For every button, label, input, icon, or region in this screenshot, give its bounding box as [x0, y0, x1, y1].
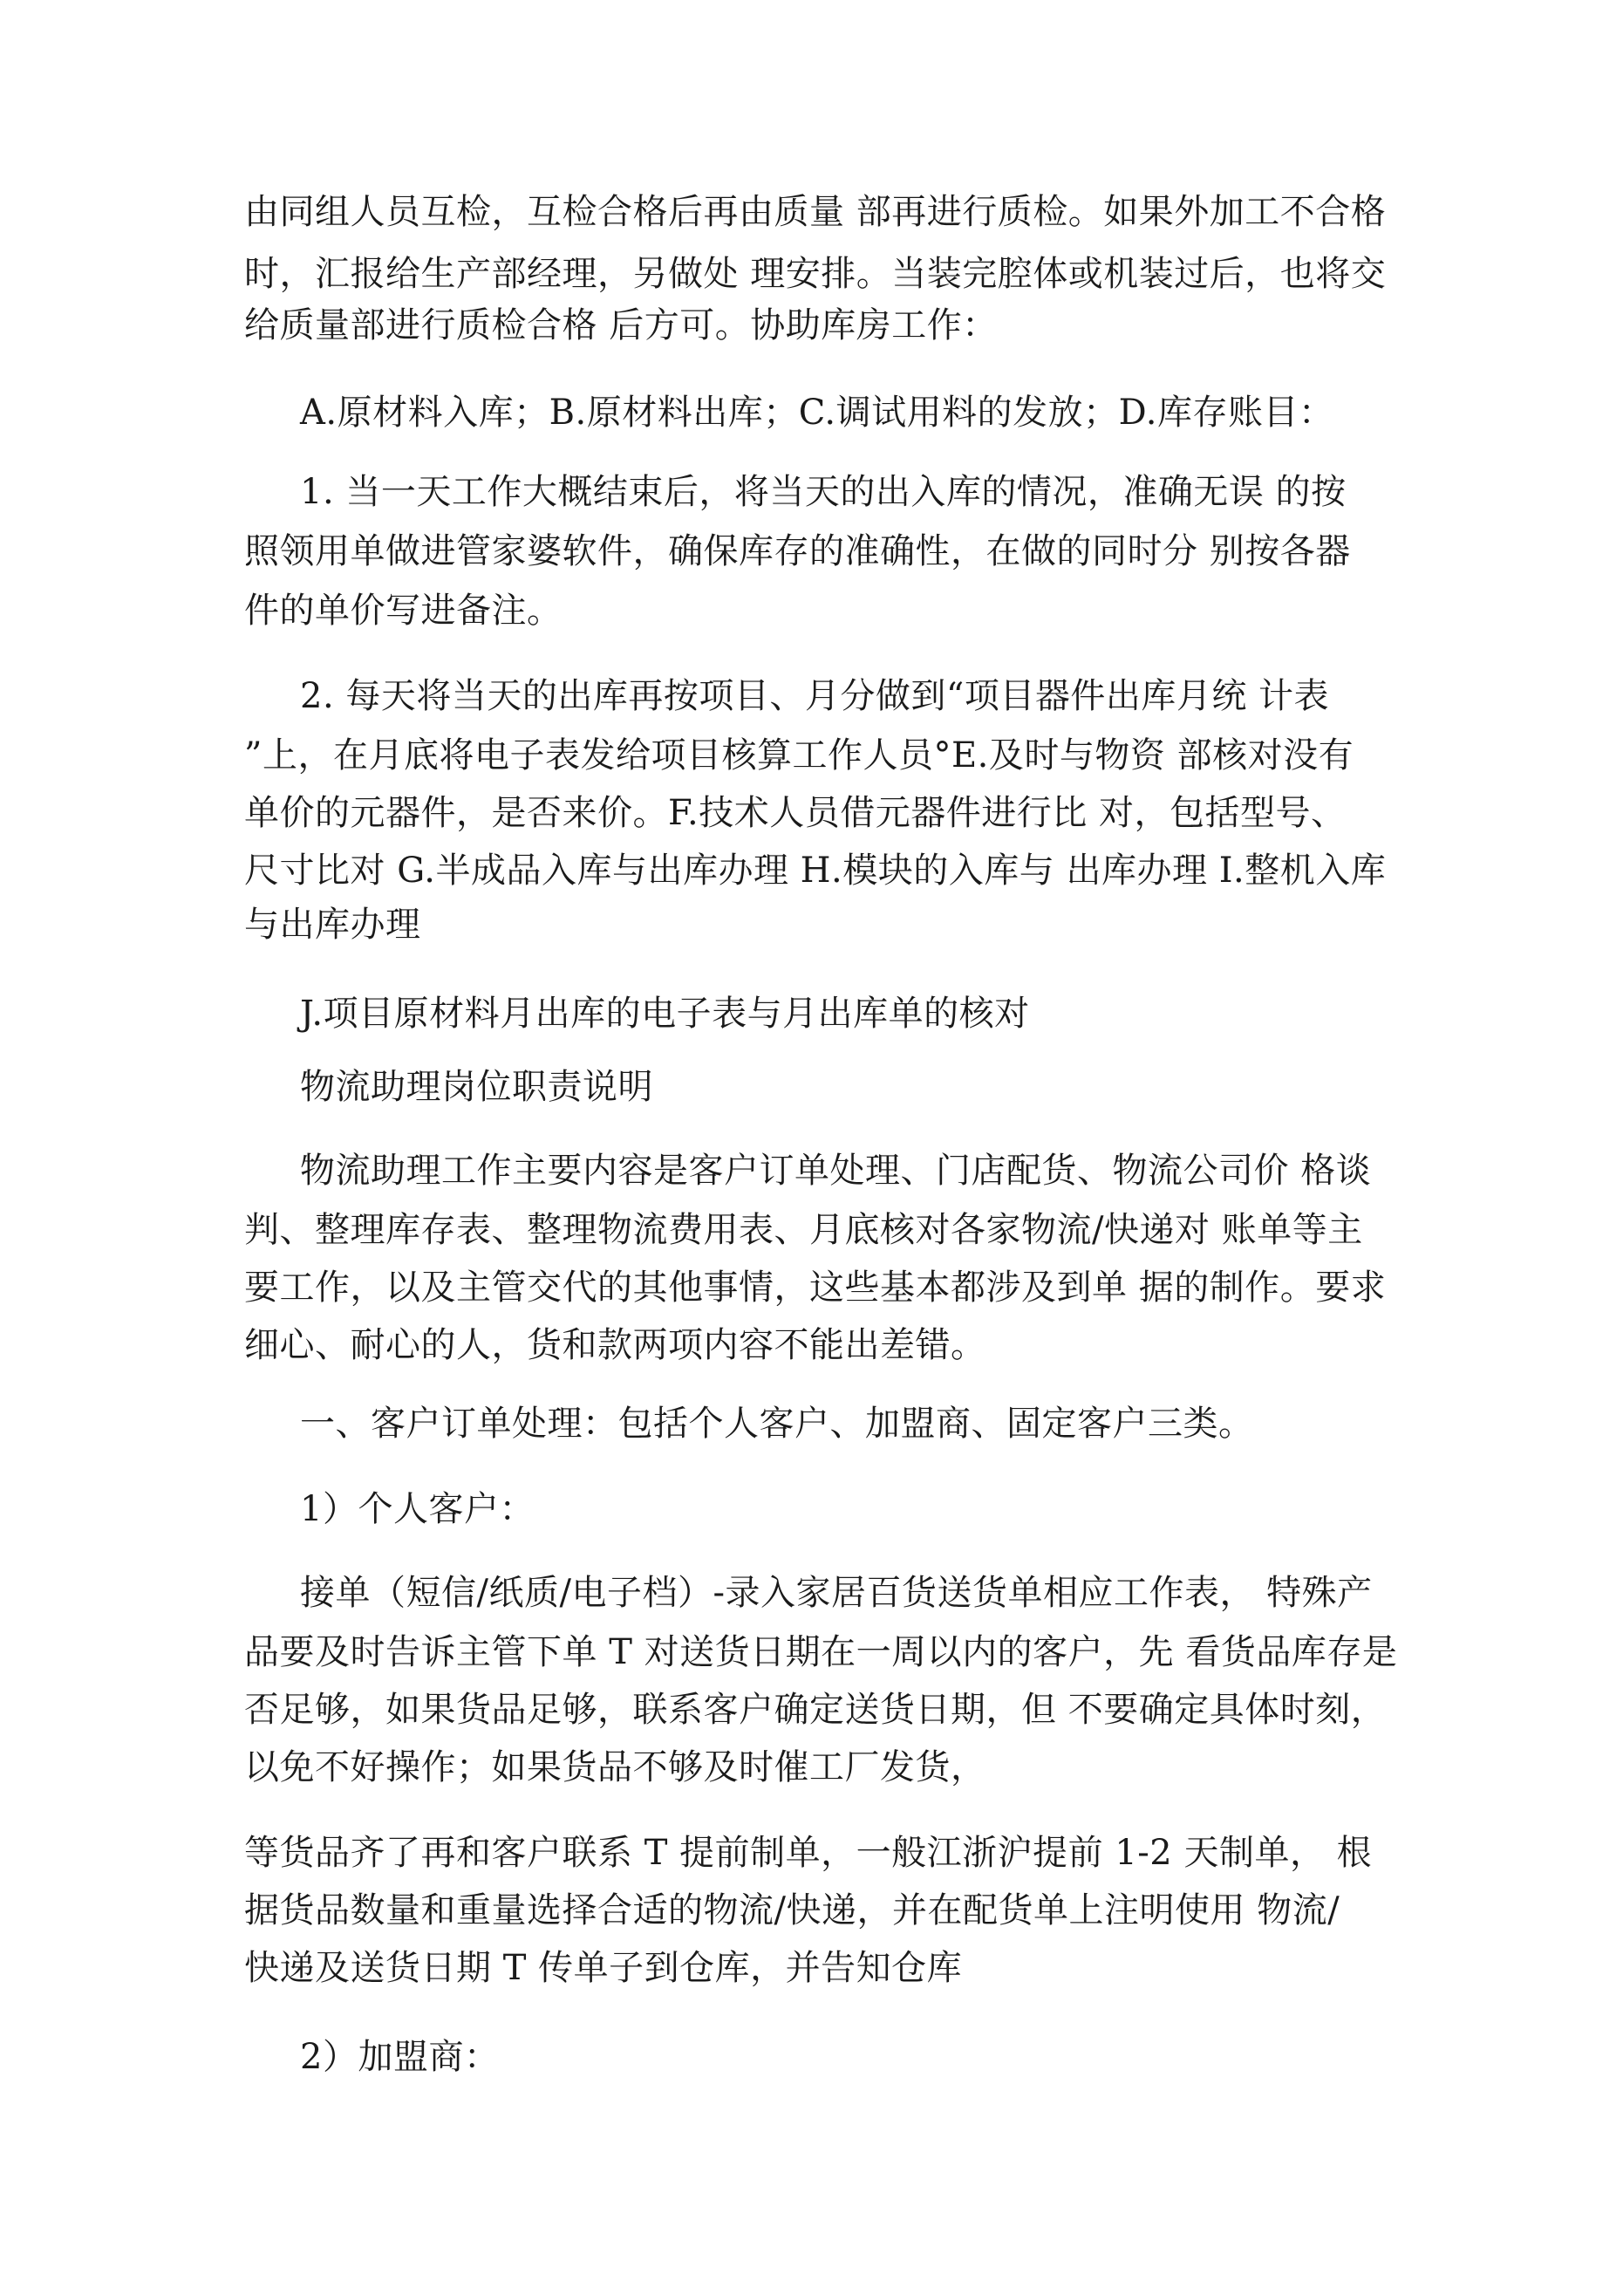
text-line-14: 物流助理岗位职责说明 [300, 1067, 653, 1107]
text-line-9: ”上，在月底将电子表发给项目核算工作人员°E.及时与物资 部核对没有 [244, 735, 1354, 776]
text-line-25: 等货品齐了再和客户联系 T 提前制单，一般江浙沪提前 1-2 天制单， 根 [244, 1833, 1373, 1873]
text-line-18: 细心、耐心的人，货和款两项内容不能出差错。 [244, 1325, 986, 1365]
text-line-16: 判、整理库存表、整理物流费用表、月底核对各家物流/快递对 账单等主 [244, 1210, 1363, 1250]
text-line-4: A.原材料入库；B.原材料出库；C.调试用料的发放；D.库存账目： [300, 393, 1334, 433]
text-line-22: 品要及时告诉主管下单 T 对送货日期在一周以内的客户，先 看货品库存是 [244, 1632, 1398, 1672]
text-line-7: 件的单价写进备注。 [244, 591, 563, 631]
text-line-19: 一、客户订单处理：包括个人客户、加盟商、固定客户三类。 [300, 1404, 1254, 1444]
text-line-8: 2. 每天将当天的出库再按项目、月分做到“项目器件出库月统 计表 [300, 676, 1330, 716]
text-line-26: 据货品数量和重量选择合适的物流/快递，并在配货单上注明使用 物流/ [244, 1890, 1340, 1930]
text-line-11: 尺寸比对 G.半成品入库与出库办理 H.模块的入库与 出库办理 I.整机入库 [244, 851, 1387, 891]
text-line-13: J.项目原材料月出库的电子表与月出库单的核对 [300, 994, 1030, 1034]
text-line-5: 1. 当一天工作大概结束后，将当天的出入库的情况，准确无误 的按 [300, 472, 1347, 512]
text-line-12: 与出库办理 [244, 905, 421, 945]
text-line-1: 由同组人员互检，互检合格后再由质量 部再进行质检。如果外加工不合格 [244, 192, 1387, 232]
text-line-23: 否足够，如果货品足够，联系客户确定送货日期，但 不要确定具体时刻， [244, 1690, 1387, 1730]
text-line-17: 要工作，以及主管交代的其他事情，这些基本都涉及到单 据的制作。要求 [244, 1268, 1387, 1308]
text-line-20: 1）个人客户： [300, 1489, 535, 1529]
text-line-2: 时，汇报给生产部经理，另做处 理安排。当装完腔体或机装过后，也将交 [244, 254, 1387, 294]
text-line-6: 照领用单做进管家婆软件，确保库存的准确性，在做的同时分 别按各器 [244, 531, 1351, 571]
text-line-28: 2）加盟商： [300, 2037, 500, 2077]
text-line-3: 给质量部进行质检合格 后方可。协助库房工作： [244, 305, 998, 345]
text-line-10: 单价的元器件，是否来价。F.技术人员借元器件进行比 对，包括型号、 [244, 793, 1347, 833]
text-line-21: 接单（短信/纸质/电子档）-录入家居百货送货单相应工作表， 特殊产 [300, 1573, 1373, 1613]
text-line-27: 快递及送货日期 T 传单子到仓库，并告知仓库 [244, 1948, 963, 1988]
text-line-15: 物流助理工作主要内容是客户订单处理、门店配货、物流公司价 格谈 [300, 1151, 1372, 1191]
text-line-24: 以免不好操作；如果货品不够及时催工厂发货， [244, 1747, 986, 1787]
